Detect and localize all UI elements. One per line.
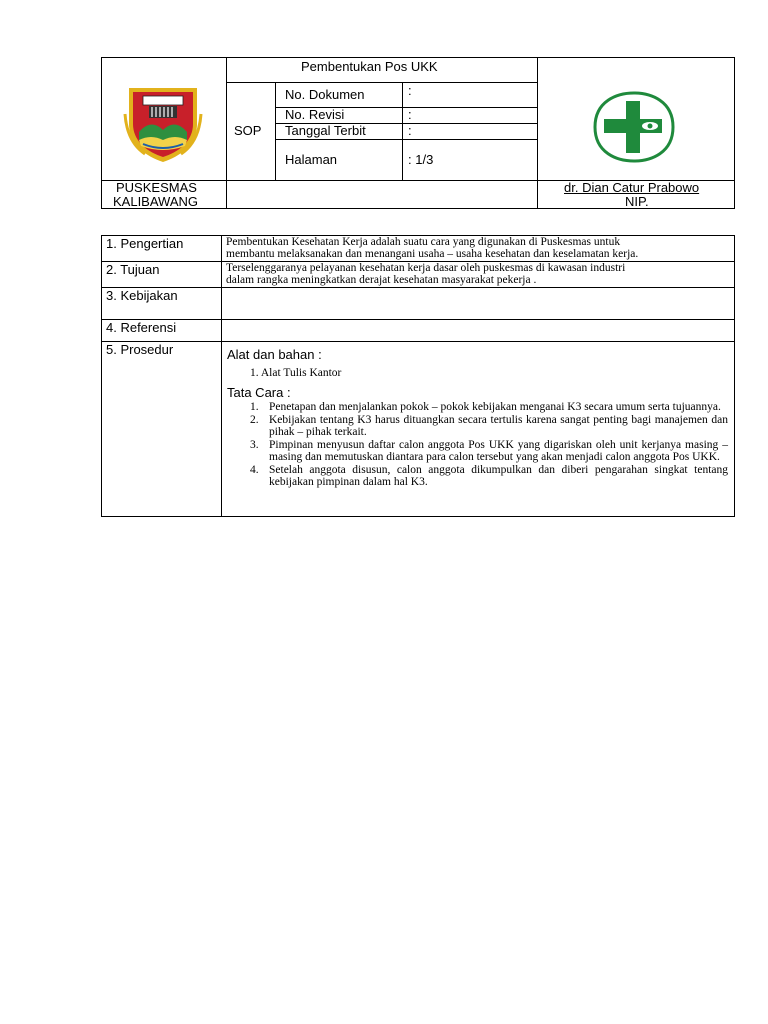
signer-nip: NIP. [625, 194, 649, 209]
field-value-no-revisi: : [408, 107, 412, 122]
list-item [229, 439, 728, 463]
field-label-halaman: Halaman [285, 152, 338, 167]
tata-cara-title: Tata Cara : [227, 385, 291, 400]
step-number: 4. [250, 464, 259, 476]
document-title: Pembentukan Pos UKK [301, 59, 438, 74]
kulon-progo-emblem [123, 84, 203, 164]
field-label-tanggal-terbit: Tanggal Terbit [285, 123, 366, 138]
pengertian-text-line1: Pembentukan Kesehatan Kerja adalah suatu cara yang digunakan di Puskesmas untuk [226, 236, 621, 248]
tujuan-text-line2: dalam rangka meningkatkan derajat kesehatan masyarakat pekerja . [226, 274, 537, 286]
sop-label: SOP [234, 123, 262, 138]
section-label-referensi: 4. Referensi [106, 320, 177, 335]
tata-cara-steps [229, 401, 728, 489]
step-text: Penetapan dan menjalankan pokok – pokok kebijakan menganai K3 secara umum serta tujuannya. [269, 401, 721, 413]
step-number: 3. [250, 439, 259, 451]
org-name-line1: PUSKESMAS [116, 180, 197, 195]
alat-bahan-item: 1. Alat Tulis Kantor [250, 367, 342, 379]
list-item [229, 464, 728, 488]
signer-name: dr. Dian Catur Prabowo [564, 180, 700, 195]
pengertian-text-line2: membantu melaksanakan dan menangani usaha – usaha kesehatan dan keselamatan kerja. [226, 248, 639, 260]
step-text: Setelah anggota disusun, calon anggota dikumpulkan dan diberi pengarahan singkat tentang kebijakan pimpinan dalam hal K3. [269, 464, 728, 488]
puskesmas-logo [589, 87, 679, 167]
step-text: Pimpinan menyusun daftar calon anggota Pos UKK yang digariskan oleh unit kerjanya masing – masing dan memutuskan diantara para calon tersebut yang akan menjadi calon anggota Pos UKK. [269, 439, 728, 463]
section-label-tujuan: 2. Tujuan [106, 262, 160, 277]
step-number: 1. [250, 401, 259, 413]
list-item [229, 414, 728, 438]
field-value-tanggal-terbit: : [408, 123, 412, 138]
field-label-no-revisi: No. Revisi [285, 107, 345, 122]
step-text: Kebijakan tentang K3 harus dituangkan secara tertulis karena sangat penting bagi manajemen dan pihak – pihak terkait. [269, 414, 728, 438]
field-value-no-dokumen: : [408, 83, 412, 98]
alat-bahan-title: Alat dan bahan : [227, 347, 322, 362]
section-label-pengertian: 1. Pengertian [106, 236, 184, 251]
field-label-no-dokumen: No. Dokumen [285, 87, 365, 102]
step-number: 2. [250, 414, 259, 426]
org-name-line2: KALIBAWANG [113, 194, 199, 209]
tujuan-text-line1: Terselenggaranya pelayanan kesehatan kerja dasar oleh puskesmas di kawasan industri [226, 262, 626, 274]
section-label-kebijakan: 3. Kebijakan [106, 288, 178, 303]
list-item [229, 401, 728, 413]
section-label-prosedur: 5. Prosedur [106, 342, 174, 357]
field-value-halaman: : 1/3 [408, 152, 434, 167]
